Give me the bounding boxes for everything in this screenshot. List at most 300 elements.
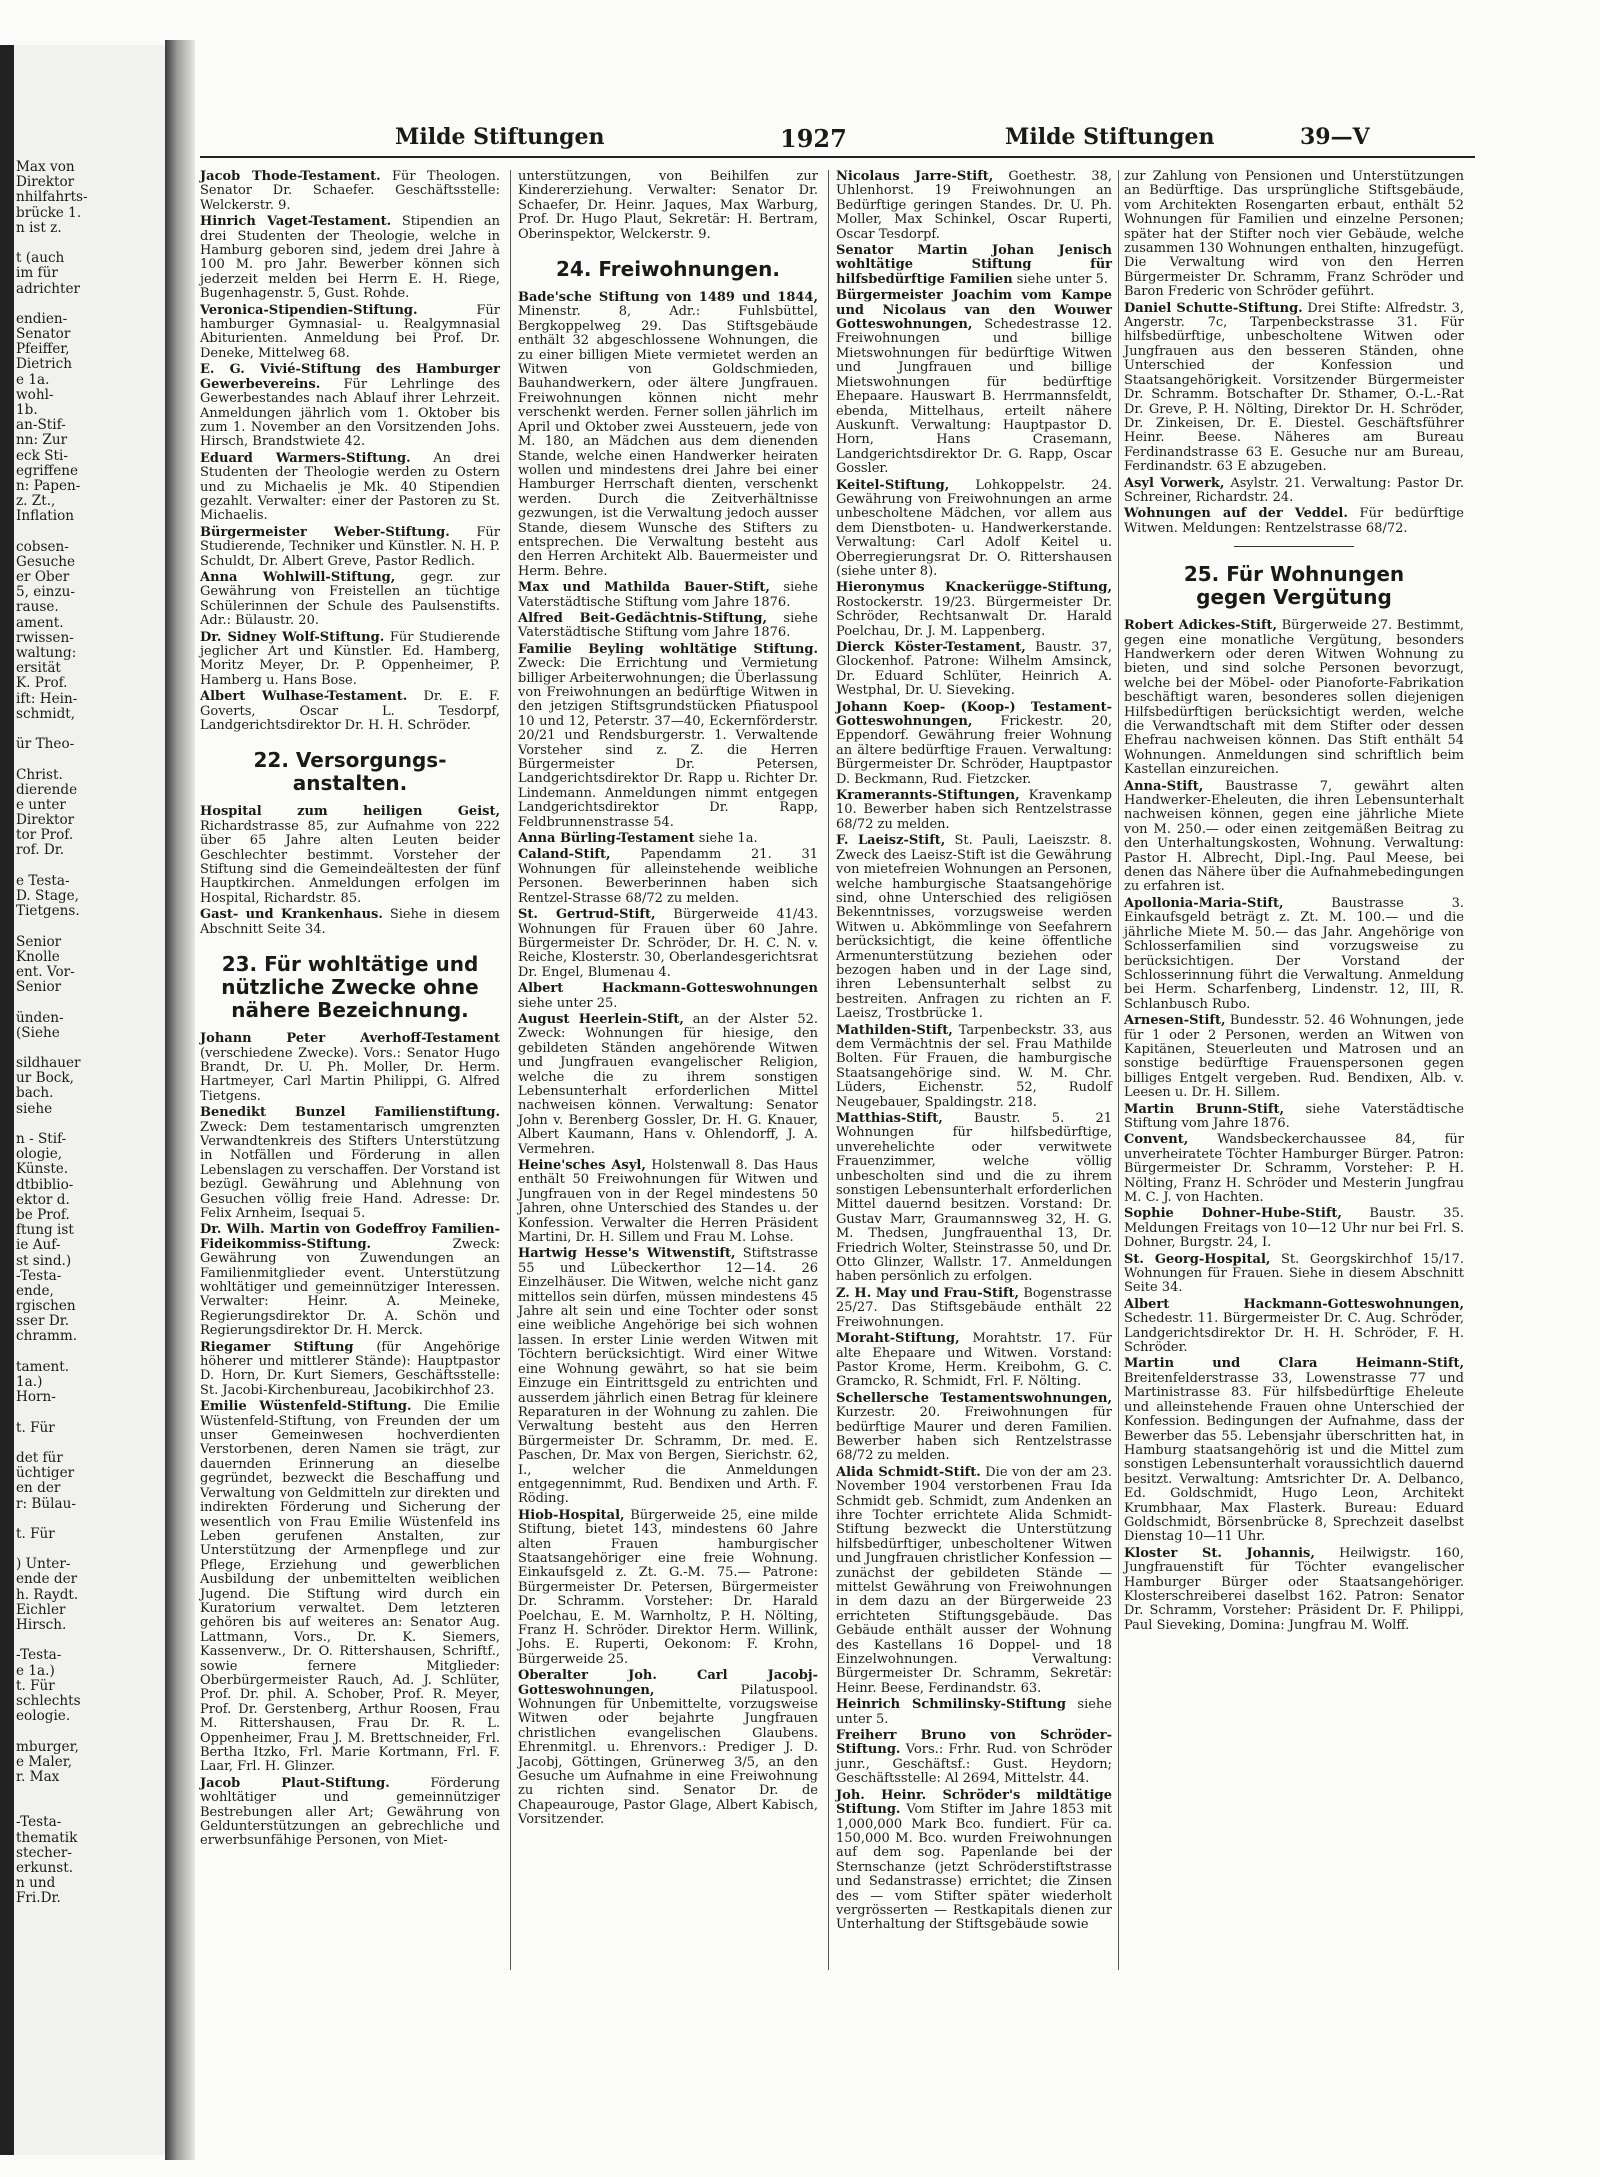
facing-page-line: sser Dr.	[16, 1313, 70, 1330]
entry-name: Wohnungen auf der Veddel.	[1124, 506, 1348, 522]
facing-page-line: Eichler	[16, 1601, 66, 1618]
foundation-entry	[200, 170, 500, 213]
entry-text: Pilatuspool. Wohnungen für Unbemittelte, vorzugsweise Witwen oder bejahrte Jungfrauen christlichen evangelischen Glaubens. Ehrenmitgl. u. Ehrenvors.: Prediger J. D. Jacobj, Göttingen, Grünerweg 3/5, an den Gesuche um Aufnahme in eine Freiwohnung zu richten sind. Senator Dr. de Chapeaurouge, Pastor Glage, Albert Kabisch, Vorsitzender.	[518, 1682, 818, 1828]
entry-text: siehe unter 5.	[1012, 271, 1108, 287]
facing-page-line: e Maler,	[16, 1753, 73, 1770]
facing-page-line: Knolle	[16, 948, 60, 965]
entry-text: Für Theologen. Senator Dr. Schaefer. Geschäftsstelle: Welckerstr. 9.	[200, 169, 500, 213]
facing-page-line: -Testa-	[16, 1647, 62, 1664]
entry-name: Emilie Wüstenfeld-Stiftung.	[200, 1399, 412, 1415]
facing-page-line: Fri.Dr.	[16, 1890, 61, 1907]
entry-text: Dr. E. F. Goverts, Oscar L. Tesdorpf, Landgerichtsdirektor Dr. H. H. Schröder.	[200, 689, 500, 734]
foundation-entry	[1124, 507, 1464, 536]
facing-page-line: chramm.	[16, 1328, 78, 1345]
foundation-entry	[518, 832, 818, 846]
entry-name: Albert Wulhase-Testament.	[200, 689, 408, 705]
entry-name: Anna Bürling-Testament	[518, 831, 695, 847]
foundation-entry	[200, 526, 500, 569]
foundation-entry	[200, 1106, 500, 1221]
facing-page-line: ende,	[16, 1282, 54, 1299]
column-divider	[828, 170, 829, 1970]
facing-page-line: dierende	[16, 781, 78, 798]
facing-page-line: brücke 1.	[16, 204, 82, 221]
entry-name: Hieronymus Knackerügge-Stiftung,	[836, 580, 1112, 596]
entry-name: St. Gertrud-Stift,	[518, 907, 656, 923]
entry-name: Eduard Warmers-Stiftung.	[200, 450, 411, 466]
column-4	[1124, 169, 1465, 1633]
facing-page-line: e 1a.	[16, 371, 50, 388]
foundation-entry	[200, 571, 500, 629]
entry-text: Schedestr. 11. Bürgermeister Dr. C. Aug. Schröder, Landgerichtsdirektor Dr. H. H. Schröder, F. H. Schröder.	[1124, 1311, 1464, 1356]
facing-page-line: e unter	[16, 796, 66, 813]
foundation-entry	[518, 581, 818, 610]
foundation-entry	[200, 631, 500, 689]
facing-page-line: tor Prof.	[16, 827, 74, 844]
column-2	[518, 170, 818, 1960]
facing-page-line: n - Stif-	[16, 1131, 67, 1147]
facing-page-line: ) Unter-	[16, 1556, 71, 1573]
facing-page-line: ende der	[16, 1571, 78, 1588]
entry-name: Hiob-Hospital,	[518, 1507, 625, 1523]
foundation-entry	[518, 1669, 818, 1827]
entry-text: Bürgerweide 25, eine milde Stiftung, bietet 143, mindestens 60 Jahre alten Frauen hamburgischer Staatsangehöriger eine freie Wohnung. Einkaufsgeld z. Zt. G.-M. 75.— Patrone: Bürgermeister Dr. Petersen, Bürgermeister Dr. Schramm. Vorsteher: Dr. Harald Poelchau, E. M. Warnholtz, P. H. Nölting, Franz H. Schröder. Direktor Herm. Willink, Johs. E. Ruperti, Oekonom: F. Krohn, Bürgerweide 25.	[518, 1507, 818, 1667]
facing-page-line: stecher-	[16, 1844, 72, 1861]
entry-text: Für bedürftige Witwen. Meldungen: Rentzelstrasse 68/72.	[1124, 506, 1464, 536]
foundation-entry	[836, 1332, 1112, 1390]
section-rule	[1234, 546, 1354, 547]
facing-page-line: nhilfahrts-	[16, 189, 88, 206]
facing-page-line: (Siehe	[16, 1024, 60, 1041]
foundation-entry	[518, 1509, 818, 1667]
header-right-title: Milde Stiftungen	[1005, 124, 1215, 150]
foundation-entry	[1124, 1014, 1464, 1100]
foundation-entry	[200, 304, 500, 362]
entry-name: Robert Adickes-Stift,	[1124, 618, 1278, 634]
running-header	[200, 118, 1475, 158]
entry-name: Max und Mathilda Bauer-Stift,	[518, 580, 770, 596]
facing-page-line	[16, 859, 164, 874]
entry-name: Hospital zum heiligen Geist,	[200, 804, 500, 820]
facing-page-line	[16, 1041, 164, 1056]
entry-name: Alida Schmidt-Stift.	[836, 1464, 981, 1480]
entry-name: Mathilden-Stift,	[836, 1022, 953, 1038]
facing-page-line: eck Sti-	[16, 447, 68, 464]
facing-page-line: Künste.	[16, 1161, 69, 1178]
facing-page-line: e 1a.)	[16, 1662, 55, 1679]
facing-page-line: er Ober	[16, 569, 70, 586]
facing-page-line: Tietgens.	[16, 903, 80, 920]
facing-page-line	[16, 1345, 164, 1360]
facing-page-line: be Prof.	[16, 1206, 70, 1223]
foundation-entry	[200, 690, 500, 733]
facing-page-line	[16, 1785, 164, 1800]
entry-text: Tarpenbeckstr. 33, aus dem Vermächtnis der sel. Frau Mathilde Bolten. Für Frauen, die hamburgische Staatsangehörige sind. W. M. Chr. Lüders, Eichenstr. 52, Rudolf Neugebauer, Spaldingstr. 218.	[836, 1022, 1112, 1110]
facing-page-line: t. Für	[16, 1525, 55, 1542]
facing-page-line: dtbiblio-	[16, 1176, 74, 1193]
facing-page-line	[16, 236, 164, 251]
facing-page-line: t (auch	[16, 250, 65, 267]
column-divider	[510, 170, 511, 1970]
entry-text: St. Georgskirchhof 15/17. Wohnungen für Frauen. Siehe in diesem Abschnitt Seite 34.	[1124, 1251, 1464, 1296]
facing-page-line: waltung:	[16, 645, 77, 661]
entry-name: E. G. Vivié-Stiftung des Hamburger Gewerbevereins.	[200, 362, 500, 392]
facing-page-line	[16, 1405, 164, 1420]
foundation-entry	[836, 170, 1112, 242]
foundation-entry	[200, 1400, 500, 1775]
facing-page-line	[16, 297, 164, 312]
book-gutter	[165, 40, 195, 2160]
facing-page-line: bach.	[16, 1085, 54, 1102]
facing-page-line: K. Prof.	[16, 675, 68, 692]
foundation-entry	[1124, 619, 1464, 777]
entry-text: unterstützungen, von Beihilfen zur Kindererziehung. Verwalter: Senator Dr. Schaefer, Dr. Heinr. Jaques, Max Warburg, Prof. Dr. Hugo Plaut, Sekretär: H. Bertram, Oberinspektor, Welckerstr. 9.	[518, 169, 818, 242]
facing-page-line: D. Stage,	[16, 888, 80, 904]
entry-text: Goethestr. 38, Uhlenhorst. 19 Freiwohnungen an Bedürftige geringen Standes. Dr. U. Ph. Moller, Max Schinkel, Oscar Ruperti, Oscar Tesdorpf.	[836, 169, 1112, 242]
entry-name: Dierck Köster-Testament,	[836, 640, 1026, 655]
entry-name: Gast- und Krankenhaus.	[200, 907, 383, 923]
foundation-entry	[200, 452, 500, 524]
entry-text: (verschiedene Zwecke). Vors.: Senator Hugo Brandt, Dr. U. Ph. Moller, Dr. Herm. Hartmeyer, Carl Martin Philippi, G. Alfred Tietgens.	[200, 1045, 500, 1104]
entry-name: Kramerannts-Stiftungen,	[836, 788, 1020, 804]
entry-text: Zweck: Gewährung von Zuwendungen an Familienmitglieder event. Unterstützung wohltätiger und gemeinnütziger Interessen. Verwalter: Heinr. A. Meineke, Regierungsdirektor Dr. A. Schön und Regierungsdirektor Dr. H. Merck.	[200, 1236, 500, 1339]
facing-page-line: t. Für	[16, 1419, 55, 1436]
entry-text: Stipendien an drei Studenten der Theologie, welche in Hamburg geboren sind, jedem drei Jahre à 100 M. pro Jahr. Bewerber können sich jederzeit melden bei Herrn E. H. Riege, Bugenhagenstr. 5, Gust. Rohde.	[200, 214, 500, 302]
entry-name: Asyl Vorwerk,	[1124, 475, 1225, 491]
entry-name: Hinrich Vaget-Testament.	[200, 214, 392, 230]
foundation-entry	[836, 479, 1112, 580]
entry-text: siehe 1a.	[694, 831, 758, 847]
facing-page-line: nn: Zur	[16, 432, 68, 449]
foundation-entry	[1124, 1103, 1464, 1132]
facing-page-line: an-Stif-	[16, 417, 66, 434]
entry-name: Z. H. May und Frau-Stift,	[836, 1285, 1020, 1301]
entry-text: siehe Vaterstädtische Stiftung vom Jahre 1876.	[518, 610, 818, 641]
facing-page-line: en der	[16, 1480, 61, 1497]
facing-page-line: ent. Vor-	[16, 963, 75, 980]
facing-page-line	[16, 919, 164, 934]
facing-page-line: thematik	[16, 1829, 78, 1846]
entry-text: Baustr. 37, Glockenhof. Patrone: Wilhelm Amsinck, Dr. Eduard Schlüter, Heinrich A. Westphal, Dr. U. Sieveking.	[836, 640, 1112, 699]
foundation-entry	[518, 291, 818, 579]
foundation-entry	[200, 363, 500, 449]
facing-page-line: 1a.)	[16, 1374, 43, 1390]
entry-text: Baustrasse 3. Einkaufsgeld beträgt z. Zt. M. 100.— und die jährliche Miete M. 50.— das Jahr. Angehörige von Schlosserfamilien sind vorzugsweise zu berücksichtigen. Der Vorstand der Schlosserinnung führt die Verwaltung. Anmeldung bei Herm. Scharfenberg, Lindenstr. 12, III, R. Schlanbusch Rubo.	[1124, 895, 1464, 1012]
facing-page-line: ersität	[16, 660, 61, 677]
facing-page-line: n: Papen-	[16, 477, 81, 494]
facing-page-line	[16, 752, 164, 767]
entry-text: Bogenstrasse 25/27. Das Stiftsgebäude enthält 22 Freiwohnungen.	[836, 1285, 1113, 1330]
entry-text: siehe Vaterstädtische Stiftung vom Jahre 1876.	[1124, 1101, 1464, 1131]
entry-text: Baustrasse 7, gewährt alten Handwerker-Eheleuten, die ihren Lebensunterhalt nachweisen können, gegen eine jährliche Miete von M. 250.— oder einen zeitgemäßen Beitrag zu den Unterhaltungskosten, Wohnung. Verwaltung: Pastor H. Albrecht, Dipl.-Ing. Paul Meese, bei denen das Nähere über die Aufnahmebedingungen zu erfahren ist.	[1124, 778, 1464, 895]
facing-page-text	[16, 160, 164, 1907]
entry-name: Arnesen-Stift,	[1124, 1013, 1226, 1029]
entry-text: Rostockerstr. 19/23. Bürgermeister Dr. Schröder, Rechtsanwalt Dr. Harald Poelchau, Dr. J. M. Lappenberg.	[836, 594, 1112, 639]
entry-name: Convent,	[1124, 1132, 1189, 1148]
entry-text: Drei Stifte: Alfredstr. 3, Angerstr. 7c, Tarpenbeckstrasse 31. Für hilfsbedürftige, unbescholtene Witwen oder Jungfrauen aus den besseren Ständen, ohne Unterschied der Konfession und Staatsangehörigkeit. Vorsitzender Bürgermeister Dr. Schramm. Botschafter Dr. Sthamer, O.-L.-Rat Dr. Greve, P. H. Nölting, Direktor Dr. H. Schröder, Dr. Zinkeisen, Dr. E. Diestel. Geschäftsführer Heinr. Beese. Näheres am Bureau Ferdinandstrasse 63 E. Gesuche nur am Bureau, Ferdinandstr. 63 E abzugeben.	[1124, 300, 1465, 475]
entry-name: Albert Hackmann-Gotteswohnungen	[518, 981, 818, 997]
facing-page-line: adrichter	[16, 280, 81, 297]
section-heading: 24. Freiwohnungen.	[556, 257, 780, 282]
facing-page-line: wohl-	[16, 386, 54, 403]
entry-name: Daniel Schutte-Stiftung.	[1124, 300, 1303, 316]
foundation-entry	[836, 1466, 1112, 1697]
facing-page-line: r: Bülau-	[16, 1495, 76, 1512]
column-divider	[1118, 170, 1119, 1970]
entry-name: Hartwig Hesse's Witwenstift,	[518, 1246, 736, 1262]
entry-text: Für Lehrlinge des Gewerbestandes nach Ablauf ihrer Lehrzeit. Anmeldungen jährlich vom 1. Oktober bis zum 1. November an den Vorsitzenden Johs. Hirsch, Brandstwiete 42.	[200, 376, 500, 450]
foundation-entry	[836, 789, 1112, 832]
foundation-entry	[836, 1112, 1112, 1285]
facing-page-line: Horn-	[16, 1389, 56, 1406]
foundation-entry	[1124, 1133, 1464, 1205]
entry-name: St. Georg-Hospital,	[1124, 1251, 1271, 1267]
entry-name: Dr. Wilh. Martin von Godeffroy Familien-Fideikommiss-Stiftung.	[200, 1222, 500, 1252]
facing-page-line: ie Auf-	[16, 1237, 61, 1254]
entry-text: Die Emilie Wüstenfeld-Stiftung, von Freunden der um unser Gemeinwesen hochverdienten Verstorbenen, deren Namen sie trägt, zur dauernden Erinnerung an dieselbe gegründet, bezweckt die Beschaffung und Verwaltung von Geldmitteln zur direkten und indirekten Förderung und Sicherung der wesentlich von Frau Emilie Wüstenfeld ins Leben gerufenen Anstalten, zur Unterstützung der Armenpflege und zur Pflege, Erziehung und gewerblichen Ausbildung der unbemittelten weiblichen Jugend. Die Stiftung wird durch ein Kuratorium verwaltet. Dem letzteren gehören bis auf weiteres an: Senator Aug. Lattmann, Vors., Dr. K. Siemers, Kassenverw., Dr. O. Rittershausen, Schriftf., sowie fernere Mitglieder: Oberbürgermeister Rauch, Ad. J. Schlüter, Prof. Dr. phil. A. Schober, Prof. R. Meyer, Prof. Dr. Gerstenberg, Arthur Roosen, Frau M. Rittershausen, Frau Dr. R. L. Oppenheimer, Frau J. M. Brettschneider, Frl. Bertha Itzko, Frl. Marie Kortmann, Frl. F. Laar, Frl. H. Glinzer.	[200, 1399, 500, 1775]
entry-text: St. Pauli, Laeiszstr. 8. Zweck des Laeisz-Stift ist die Gewährung von mietefreien Wohnungen an Personen, welche hamburgische Staatsangehörige sind, ohne Unterschied des religiösen Bekenntnisses, vorzugsweise werden Witwen u. Abkömmlinge von Seefahrern berücksichtigt, die keine öffentliche Armenunterstützung beziehen oder bezogen haben und in der Lage sind, ihren Lebensunterhalt selbst zu bestreiten. Anfragen zu richten an F. Laeisz, Trostbrücke 1.	[836, 833, 1112, 1022]
facing-page-line: üchtiger	[16, 1465, 75, 1482]
facing-page-line: tament.	[16, 1358, 70, 1375]
facing-page-line: im für	[16, 265, 58, 282]
entry-text: Für Studierende jeglicher Art und Künstler. Ed. Hamberg, Moritz Meyer, Dr. P. Oppenheimer, P. Hamberg u. Hans Bose.	[200, 629, 501, 688]
foundation-entry	[200, 215, 500, 301]
entry-name: Bürgermeister Joachim vom Kampe und Nicolaus van den Wouwer Gotteswohnungen,	[836, 288, 1112, 333]
facing-page-line: ift: Hein-	[16, 690, 78, 707]
entry-text: (für Angehörige höherer und mittlerer Stände): Hauptpastor D. Horn, Dr. Kurt Siemers, Geschäftsstelle: St. Jacobi-Kirchenbureau, Jacobikirchhof 23.	[200, 1339, 500, 1398]
facing-page-line: ünden-	[16, 1009, 64, 1026]
entry-name: Anna Wohlwill-Stiftung,	[200, 569, 396, 585]
facing-page-line	[16, 1117, 164, 1132]
entry-name: Riegamer Stiftung	[200, 1339, 354, 1355]
facing-page-line: endien-	[16, 310, 68, 327]
entry-text: Asylstr. 21. Verwaltung: Pastor Dr. Schreiner, Richardstr. 24.	[1124, 475, 1464, 505]
foundation-entry	[518, 1159, 818, 1245]
entry-text: Die von der am 23. November 1904 verstorbenen Frau Ida Schmidt geb. Schmidt, zum Andenken an ihre Tochter errichtete Alida Schmidt-Stiftung bezweckt die Unterstützung hilfsbedürftiger, unbescholtener Witwen und Jungfrauen christlicher Konfession — zunächst der gebildeten Stände — mittelst Gewährung von Freiwohnungen in dem dazu an der Bürgerweide 23 errichteten Stiftungsgebäude. Das Gebäude enthält ausser der Wohnung des Kastellans 16 Doppel- und 18 Einzelwohnungen. Verwaltung: Bürgermeister Dr. Schramm, Sekretär: Heinr. Beese, Ferdinandstr. 63.	[836, 1464, 1112, 1696]
entry-name: Benedikt Bunzel Familienstiftung.	[200, 1105, 500, 1121]
entry-text: an der Alster 52. Zweck: Wohnungen für hiesige, den gebildeten Ständen angehörende Witwen und Jungfrauen evangelischer Religion, welche die zu ihrem sonstigen Lebensunterhalt erforderlichen Mittel nachweisen können. Verwaltung: Senator John v. Berenberg Gossler, Dr. H. G. Knauer, Albert Kaumann, Hans v. Ohlendorff, J. A. Vermehren.	[518, 1011, 818, 1157]
facing-page-line	[16, 1512, 164, 1527]
foundation-entry	[836, 581, 1112, 639]
foundation-entry	[518, 612, 818, 641]
entry-text: Schedestrasse 12. Freiwohnungen und billige Mietswohnungen für bedürftige Witwen und Jungfrauen und billige Mietswohnungen für bedürftige Ehepaare. Hauswart B. Herrmannsfeldt, ebenda, Mittelhaus, erteilt nähere Auskunft. Verwaltung: Hauptpastor D. Horn, Hans Crasemann, Landgerichtsdirektor Dr. G. Rapp, Oscar Gossler.	[836, 317, 1112, 477]
entry-text: Morahtstr. 17. Für alte Ehepaare und Witwen. Vorstand: Pastor Krome, Herm. Kreibohm, G. C. Gramcko, R. Schmidt, Frl. F. Nölting.	[836, 1331, 1112, 1390]
entry-text: gegr. zur Gewährung von Freistellen an tüchtige Schülerinnen der Schule des Paulsenstifts. Adr.: Bülaustr. 20.	[200, 569, 500, 629]
header-rule	[200, 156, 1475, 158]
section-heading: 22. Versorgungs- anstalten.	[253, 748, 447, 796]
facing-page-line: rwissen-	[16, 629, 74, 646]
facing-page-line: Gesuche	[16, 553, 76, 570]
entry-text: Bürgerweide 27. Bestimmt, gegen eine monatliche Vergütung, besonders Handwerkern oder deren Witwen Wohnung zu bieten, und sind solche Personen bevorzugt, welche bei der Möbel- oder Pianoforte-Fabrikation beschäftigt waren, besonderes sollen diejenigen Hilfsbedürftigen berücksichtigt werden, welche die Verwandtschaft mit dem Stifter oder dessen Ehefrau nachweisen können. Das Stift enthält 54 Wohnungen. Anmeldungen sind schriftlich beim Kastellan einzureichen.	[1124, 618, 1464, 778]
entry-text: Vom Stifter im Jahre 1853 mit 1,000,000 Mark Bco. fundiert. Für ca. 150,000 M. Bco. wurden Freiwohnungen auf dem sog. Papenlande bei der Sternschanze (jetzt Schröderstiftstrasse und Sedanstrasse) errichtet; die Zinsen des — vom Stifter später wiederholt vergrösserten — Restkapitals dienen zur Unterhaltung der Stiftsgebäude sowie	[836, 1802, 1112, 1933]
facing-page-line	[16, 1542, 164, 1557]
entry-text: Stiftstrasse 55 und Lübeckerthor 12—14. 26 Einzelhäuser. Die Witwen, welche nicht ganz mittellos sein dürfen, müssen mindestens 45 Jahre alt sein und eine Tochter oder sonst eine weibliche Angehörige bei sich wohnen lassen. In erster Linie werden Witwen mit Töchtern berücksichtigt. Wird einer Witwe eine Wohnung gewährt, so hat sie beim Einzuge ein Eintrittsgeld zu entrichten und ausserdem jährlich einen Betrag für kleinere Reparaturen in der Wohnung zu zahlen. Die Verwaltung besteht aus den Herren Bürgermeister Dr. Schramm, Dr. med. E. Paschen, Dr. Max von Bergen, Sierichstr. 62, I., welcher die Anmeldungen entgegennimmt, Rud. Bendixen und Arth. F. Röding.	[518, 1246, 818, 1507]
entry-name: Freiherr Bruno von Schröder-Stiftung.	[836, 1728, 1112, 1758]
foundation-entry	[836, 1392, 1112, 1464]
facing-page-line: Direktor	[16, 812, 75, 829]
foundation-entry	[518, 1247, 818, 1506]
entry-name: Sophie Dohner-Hube-Stift,	[1124, 1206, 1342, 1222]
section-heading: 25. Für Wohnungen gegen Vergütung	[1183, 562, 1405, 610]
facing-page-line: Direktor	[16, 174, 75, 191]
foundation-entry	[200, 1341, 500, 1399]
entry-name: Keitel-Stiftung,	[836, 477, 950, 493]
entry-text: Für hamburger Gymnasial- u. Realgymnasial Abiturienten. Anmeldung bei Prof. Dr. Deneke, Mittelweg 68.	[200, 302, 500, 361]
facing-page-line: r. Max	[16, 1768, 60, 1785]
facing-page-line: h. Raydt.	[16, 1586, 79, 1603]
foundation-entry	[836, 289, 1112, 476]
foundation-entry	[1124, 1207, 1464, 1250]
entry-text: siehe unter 5.	[836, 1697, 1112, 1727]
header-left-title: Milde Stiftungen	[395, 124, 605, 150]
entry-text: Holstenwall 8. Das Haus enthält 50 Freiwohnungen für Witwen und Jungfrauen von in der Regel mindestens 50 Jahren, ohne Unterschied des Standes u. der Konfession. Verwalter die Herren Präsident Martini, Dr. H. Sillem und Frau M. Lohse.	[518, 1158, 818, 1246]
foundation-entry	[518, 908, 818, 980]
column-1	[200, 170, 500, 1930]
foundation-entry	[1124, 1547, 1464, 1633]
facing-page-line: Dietrich	[16, 356, 72, 373]
entry-name: Martin Brunn-Stift,	[1124, 1101, 1284, 1117]
entry-name: F. Laeisz-Stift,	[836, 833, 946, 849]
facing-page-line: 1b.	[16, 402, 38, 418]
foundation-entry	[836, 1287, 1112, 1330]
entry-name: Joh. Heinr. Schröder's mildtätige Stiftung.	[836, 1787, 1112, 1818]
foundation-entry	[200, 1223, 500, 1338]
facing-page-line: n ist z.	[16, 219, 62, 236]
foundation-entry	[836, 701, 1112, 787]
entry-text: Förderung wohltätiger und gemeinnütziger Bestrebungen aller Art; Gewährung von Geldunterstützungen an gebrechliche und erwerbsunfähige Personen, von Miet-	[200, 1775, 500, 1849]
entry-text: siehe Vaterstädtische Stiftung vom Jahre 1876.	[518, 580, 818, 610]
facing-page-line: -Testa-	[16, 1814, 62, 1831]
entry-text: Bürgerweide 41/43. Wohnungen für Frauen über 60 Jahre. Bürgermeister Dr. Schröder, Dr. H. C. N. v. Reiche, Klosterstr. 30, Oberlandesgerichtsrat Dr. Engel, Blumenau 4.	[518, 907, 818, 980]
facing-page-line: rof. Dr.	[16, 842, 65, 859]
foundation-entry	[200, 908, 500, 937]
facing-page-line: Senior	[16, 979, 62, 996]
entry-text: Bundesstr. 52. 46 Wohnungen, jede für 1 oder 2 Personen, werden an Witwen von Kapitänen, Steuerleuten und Matrosen und an sonstige bedürftige Frauenspersonen gegen billiges Entgelt vergeben. Rud. Bendixen, Alb. v. Leesen u. Dr. H. Sillem.	[1124, 1013, 1464, 1101]
foundation-entry	[518, 848, 818, 906]
facing-page-line: egriffene	[16, 462, 79, 479]
entry-name: Nicolaus Jarre-Stift,	[836, 169, 994, 184]
foundation-entry	[1124, 477, 1464, 506]
facing-page-line	[16, 1633, 164, 1648]
foundation-entry	[836, 641, 1112, 699]
entry-name: Moraht-Stiftung,	[836, 1331, 960, 1347]
facing-page-line: Christ.	[16, 766, 63, 783]
facing-page-line: rause.	[16, 599, 59, 616]
facing-page-line	[16, 1724, 164, 1739]
facing-page-line	[16, 995, 164, 1010]
entry-name: Caland-Stift,	[518, 847, 611, 863]
facing-page-line: ftung ist	[16, 1222, 74, 1239]
entry-text: Kurzestr. 20. Freiwohnungen für bedürftige Maurer und deren Familien. Bewerber haben sich Rentzelstrasse 68/72 zu melden.	[836, 1405, 1112, 1464]
entry-name: Bürgermeister Weber-Stiftung.	[200, 524, 450, 540]
entry-text: zur Zahlung von Pensionen und Unterstützungen an Bedürftige. Das ursprüngliche Stiftsgebäude, vom Architekten Rosengarten erbaut, enthält 52 Wohnungen für Familien und einzelne Personen; später hat der Stifter noch vier Gebäude, welche zusammen 130 Wohnungen enthalten, hinzugefügt. Die Verwaltung wird von den Herren Bürgermeister Dr. Schramm, Franz Schröder und Baron Frederic von Schröder geführt.	[1124, 169, 1464, 300]
entry-text: Frickestr. 20, Eppendorf. Gewährung freier Wohnung an ältere bedürftige Frauen. Verwaltung: Bürgermeister Dr. Schröder, Hauptpastor D. Beckmann, Rud. Fietzcker.	[836, 714, 1112, 787]
facing-page-line: det für	[16, 1449, 63, 1466]
entry-text: Baustr. 35. Meldungen Freitags von 10—12 Uhr nur bei Frl. S. Dohner, Burgstr. 24, I.	[1124, 1206, 1464, 1251]
foundation-entry	[518, 643, 818, 830]
entry-name: Albert Hackmann-Gotteswohnungen,	[1124, 1296, 1464, 1312]
entry-name: Jacob Thode-Testament.	[200, 169, 381, 184]
entry-name: Familie Beyling wohltätige Stiftung.	[518, 641, 818, 657]
entry-name: Veronica-Stipendien-Stiftung.	[200, 302, 418, 318]
entry-name: Oberalter Joh. Carl Jacobj-Gotteswohnungen,	[518, 1668, 818, 1698]
facing-page-line: mburger,	[16, 1738, 79, 1755]
entry-name: Kloster St. Johannis,	[1124, 1545, 1315, 1561]
facing-page-line: Hirsch.	[16, 1617, 67, 1633]
entry-name: Schellersche Testamentswohnungen,	[836, 1390, 1112, 1406]
entry-text: Zweck: Die Errichtung und Vermietung billiger Arbeiterwohnungen; die Überlassung von Freiwohnungen an bedürftige Witwen in den jetzigen Stiftsgrundstücken Pfiatuspool 10 und 12, Peterstr. 37—40, Eckernförderstr. 20/21 und Rendsburgerstr. 1. Verwaltende Vorsteher sind z. Z. die Herren Bürgermeister Dr. Petersen, Landgerichtsdirektor Dr. Rapp u. Richter Dr. Lindemann. Anmeldungen nimmt entgegen Landgerichtsdirektor Dr. Rapp, Feldbrunnenstrasse 54.	[518, 656, 818, 830]
entry-name: Jacob Plaut-Stiftung.	[200, 1775, 390, 1791]
facing-page-line: Inflation	[16, 508, 75, 525]
facing-page-line	[16, 525, 164, 540]
foundation-entry	[836, 834, 1112, 1021]
facing-page-line: schmidt,	[16, 705, 76, 722]
entry-name: August Heerlein-Stift,	[518, 1011, 684, 1027]
facing-page-line: erkunst.	[16, 1860, 74, 1876]
facing-page-line: st sind.)	[16, 1252, 72, 1269]
entry-name: Bade'sche Stiftung von 1489 und 1844,	[518, 290, 818, 306]
foundation-entry	[836, 1698, 1112, 1727]
foundation-entry	[518, 982, 818, 1011]
facing-page-line: Senior	[16, 933, 62, 950]
entry-text: Wandsbeckerchaussee 84, für unverheiratete Töchter Hamburger Bürger. Patron: Bürgermeister Dr. Schramm, Vorsteher: P. H. Nölting, Franz H. Schröder und Mesterin Jungfrau M. C. J. von Hachten.	[1124, 1132, 1464, 1205]
section-heading: 23. Für wohltätige und nützliche Zwecke ohne nähere Bezeichnung.	[221, 952, 479, 1023]
facing-page-line	[16, 722, 164, 737]
entry-name: Senator Martin Johan Jenisch wohltätige Stiftung für hilfsbedürftige Familien	[836, 243, 1112, 287]
foundation-entry	[836, 1789, 1112, 1933]
facing-page-line: n und	[16, 1875, 56, 1892]
header-year: 1927	[780, 124, 847, 153]
entry-text: Papendamm 21. 31 Wohnungen für alleinstehende weibliche Personen. Bewerberinnen haben sich Rentzel-Strasse 68/72 zu melden.	[518, 847, 818, 906]
entry-text: Heilwigstr. 160, Jungfrauenstift für Töchter evangelischer Hamburger Bürger oder Staatsangehöriger. Klosterschreiberei daselbst 162. Patron: Senator Dr. Schramm, Vorsteher: Präsident Dr. F. Philippi, Paul Sieveking, Domina: Jungfrau M. Wolff.	[1124, 1545, 1464, 1633]
facing-page-line: cobsen-	[16, 538, 69, 555]
facing-page-line: Pfeiffer,	[16, 341, 70, 358]
facing-page-line: siehe	[16, 1100, 53, 1117]
facing-page-line	[16, 1436, 164, 1451]
entry-text: An drei Studenten der Theologie werden zu Ostern und zu Michaelis je Mk. 40 Stipendien gezahlt. Verwalter: einer der Pastoren zu St. Michaelis.	[200, 450, 500, 524]
facing-page-line: e Testa-	[16, 872, 70, 889]
foundation-entry	[518, 1013, 818, 1157]
entry-name: Dr. Sidney Wolf-Stiftung.	[200, 629, 385, 645]
entry-text: Baustr. 5. 21 Wohnungen für hilfsbedürftige, unverehelichte oder verwitwete Frauenzimmer, welche völlig unbescholten sind und die zu ihrem sonstigen Lebensunterhalt erforderlichen Mittel dauernd besitzen. Vorstand: Dr. Gustav Marr, Graumannsweg 32, H. G. M. Thedsen, Jungfrauenthal 13, Dr. Friedrich Wolter, Steinstrasse 50, und Dr. Otto Glinzer, Wallstr. 17. Anmeldungen haben persönlich zu erfolgen.	[836, 1111, 1112, 1285]
entry-name: Apollonia-Maria-Stift,	[1124, 895, 1284, 911]
facing-page-line: schlechts	[16, 1692, 81, 1709]
entry-text: Für Studierende, Techniker und Künstler. N. H. P. Schuldt, Dr. Albert Greve, Pastor Redlich.	[200, 524, 500, 569]
entry-text: Vors.: Frhr. Rud. von Schröder junr., Geschäftsf.: Gust. Heydorn; Geschäftsstelle: Al 2694, Mittelstr. 44.	[836, 1742, 1112, 1787]
entry-name: Heinrich Schmilinsky-Stiftung	[836, 1697, 1066, 1713]
entry-text: Lohkoppelstr. 24. Gewährung von Freiwohnungen an arme unbescholtene Mädchen, vor allem aus dem Dienstboten- u. Handwerkerstande. Verwaltung: Carl Adolf Keitel u. Oberregierungsrat Dr. O. Rittershausen (siehe unter 8).	[836, 477, 1112, 579]
entry-name: Matthias-Stift,	[836, 1111, 943, 1126]
foundation-entry	[836, 1024, 1112, 1110]
page-edge-shadow	[0, 45, 14, 2155]
entry-text: Zweck: Dem testamentarisch umgrenzten Verwandtenkreis des Stifters Unterstützung in Notfällen und Förderung in allen Lebenslagen zu verschaffen. Der Vorstand ist bezügl. Gewährung und Ablehnung von Gesuchen völlig freie Hand. Adresse: Dr. Felix Arnheim, Isequai 5.	[200, 1119, 500, 1221]
facing-page-line: z. Zt.,	[16, 493, 56, 510]
foundation-entry	[200, 1777, 500, 1849]
foundation-entry	[836, 244, 1112, 287]
entry-text: Richardstrasse 85, zur Aufnahme von 222 über 65 Jahre alten Leuten beider Geschlechter bestimmt. Vorsteher der Stiftung sind die Gemeindeältesten der fünf Hauptkirchen. Anmeldungen erfolgen im Hospital, Richardstr. 85.	[200, 818, 500, 906]
facing-page-line: Max von	[16, 159, 75, 175]
facing-page-line: 5, einzu-	[16, 584, 75, 601]
facing-page-line: ektor d.	[16, 1191, 70, 1208]
facing-page-line	[16, 1800, 164, 1815]
facing-page-line: t. Für	[16, 1677, 55, 1694]
foundation-entry	[518, 170, 818, 242]
entry-name: Anna-Stift,	[1124, 778, 1204, 794]
facing-page-line: sildhauer	[16, 1055, 81, 1072]
foundation-entry	[1124, 302, 1464, 475]
facing-page-line: ür Theo-	[16, 736, 75, 753]
foundation-entry	[1124, 780, 1464, 895]
foundation-entry	[1124, 897, 1464, 1012]
